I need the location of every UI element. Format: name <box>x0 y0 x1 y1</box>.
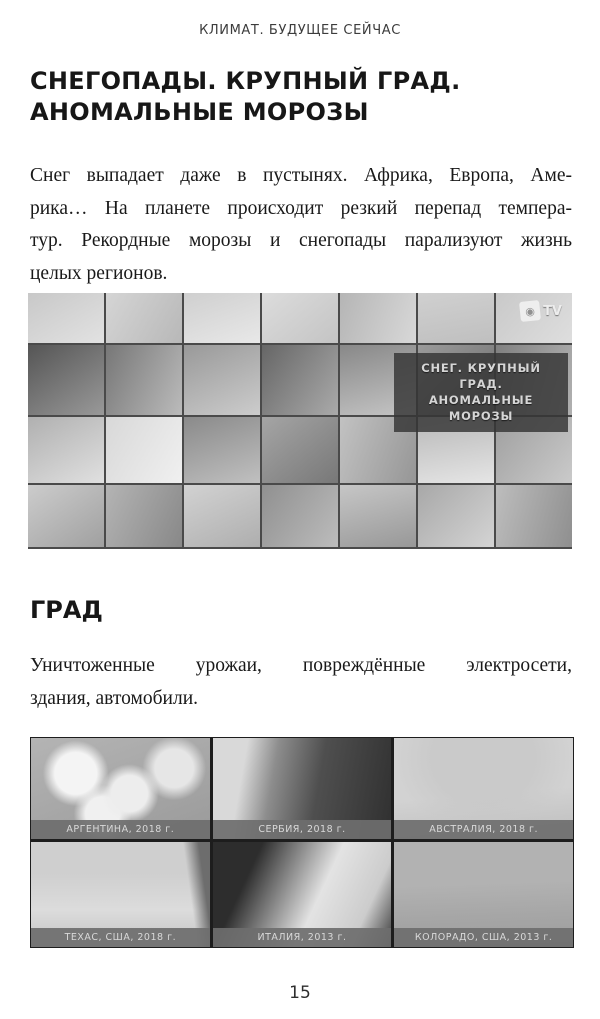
photo-caption: АВСТРАЛИЯ, 2018 г. <box>394 820 573 839</box>
collage-tile <box>184 485 260 547</box>
collage-tile <box>262 485 338 547</box>
photo-caption: АРГЕНТИНА, 2018 г. <box>31 820 210 839</box>
section-title-snow-line1: СНЕГОПАДЫ. КРУПНЫЙ ГРАД. <box>30 67 461 95</box>
hail-photo-grid <box>30 737 574 948</box>
collage-tile <box>418 293 494 343</box>
hail-photo-hail-covered-street-with-cars <box>213 738 392 839</box>
hail-paragraph <box>30 650 572 715</box>
photo-caption: СЕРБИЯ, 2018 г. <box>213 820 392 839</box>
section-title-hail: ГРАД <box>30 596 103 624</box>
collage-tile <box>262 345 338 415</box>
running-head: КЛИМАТ. БУДУЩЕЕ СЕЙЧАС <box>199 23 401 38</box>
paragraph-line: рика… На планете происходит резкий перепад темпера- <box>30 197 572 219</box>
hail-photo-hazy-bridge-in-hailstorm <box>394 738 573 839</box>
collage-tile <box>28 293 104 343</box>
collage-tile <box>106 485 182 547</box>
collage-tile <box>106 293 182 343</box>
collage-tile <box>262 417 338 483</box>
collage-tile <box>340 485 416 547</box>
collage-tile <box>184 293 260 343</box>
collage-tile <box>184 345 260 415</box>
collage-tile <box>106 417 182 483</box>
collage-tile <box>28 345 104 415</box>
collage-tile <box>262 293 338 343</box>
paragraph-line: тур. Рекордные морозы и снегопады парализуют жизнь <box>30 230 572 251</box>
snow-video-collage <box>28 293 572 549</box>
photo-caption: ТЕХАС, США, 2018 г. <box>31 928 210 947</box>
collage-tile <box>418 485 494 547</box>
collage-tile <box>28 485 104 547</box>
collage-tile <box>340 293 416 343</box>
hail-photo-street-with-car-and-pole <box>31 842 210 947</box>
tv-logo-label: TV <box>543 303 562 319</box>
paragraph-line: Снег выпадает даже в пустынях. Африка, Европа, Аме- <box>30 165 572 186</box>
collage-title-banner <box>394 353 568 432</box>
tv-logo-icon: ◉ <box>519 300 541 322</box>
section-title-snow-line2: АНОМАЛЬНЫЕ МОРОЗЫ <box>30 98 369 126</box>
section-title-snow <box>30 66 572 128</box>
collage-tile <box>184 417 260 483</box>
collage-title-line1: СНЕГ. КРУПНЫЙ ГРАД. <box>421 361 541 391</box>
snow-paragraph <box>30 160 572 290</box>
photo-caption: КОЛОРАДО, США, 2013 г. <box>394 928 573 947</box>
page-number: 15 <box>289 983 311 1003</box>
hail-photo-foggy-hail-field <box>394 842 573 947</box>
paragraph-line: здания, автомобили. <box>30 687 199 709</box>
hail-photo-giant-hailstones-closeup <box>31 738 210 839</box>
photo-caption: ИТАЛИЯ, 2013 г. <box>213 928 392 947</box>
collage-tile <box>106 345 182 415</box>
collage-tile <box>496 485 572 547</box>
collage-title-line2: АНОМАЛЬНЫЕ МОРОЗЫ <box>428 393 534 423</box>
paragraph-line: целых регионов. <box>30 262 168 284</box>
collage-tile <box>28 417 104 483</box>
tv-channel-logo <box>520 301 562 321</box>
hail-photo-white-car-on-hailed-street <box>213 842 392 947</box>
paragraph-line: Уничтоженные урожаи, повреждённые электросети, <box>30 655 572 676</box>
